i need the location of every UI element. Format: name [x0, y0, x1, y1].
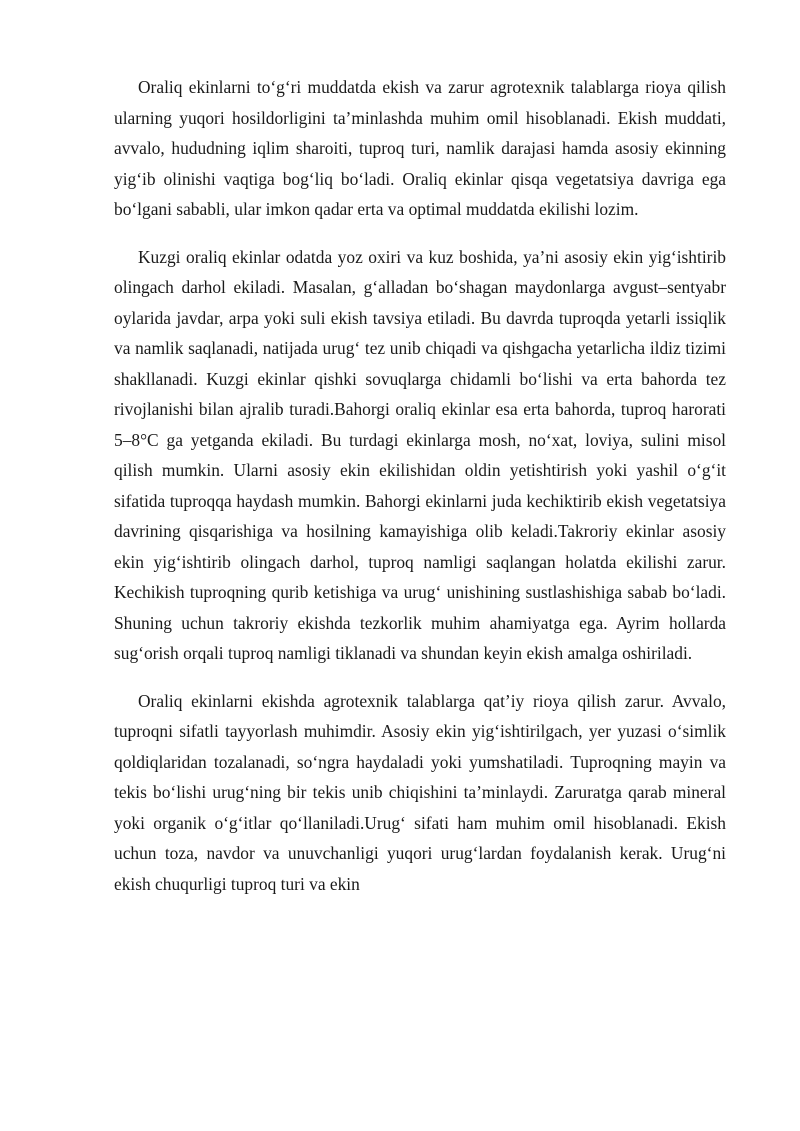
paragraph-agrotechnical-requirements: Oraliq ekinlarni ekishda agrotexnik talablarga qat’iy rioya qilish zarur. Avvalo, tuproqni sifatli tayyorlash muhimdir. Asosiy ekin yig‘ishtirilgach, yer yuzasi o‘simlik qoldiqlaridan tozalanadi, so‘ngra haydaladi yoki yumshatiladi. Tuproqning mayin va tekis bo‘lishi urug‘ning bir tekis unib chiqishini ta’minlaydi. Zaruratga qarab mineral yoki organik o‘g‘itlar qo‘llaniladi.Urug‘ sifati ham muhim omil hisoblanadi. Ekish uchun toza, navdor va unuvchanligi yuqori urug‘lardan foydalanish kerak. Urug‘ni ekish chuqurligi tuproq turi va ekin [114, 690, 726, 894]
document-page [114, 72, 726, 916]
paragraph-sowing-timing: Oraliq ekinlarni to‘g‘ri muddatda ekish va zarur agrotexnik talablarga rioya qilish ularning yuqori hosildorligini ta’minlashda muhim omil hisoblanadi. Ekish muddati, avvalo, hududning iqlim sharoiti, tuproq turi, namlik darajasi hamda asosiy ekinning yig‘ib olinishi vaqtiga bog‘liq bo‘ladi. Oraliq ekinlar qisqa vegetatsiya davriga ega bo‘lgani sababli, ular imkon qadar erta va optimal muddatda ekilishi lozim. [114, 77, 726, 219]
paragraph-seasonal-crops: Kuzgi oraliq ekinlar odatda yoz oxiri va kuz boshida, ya’ni asosiy ekin yig‘ishtirib olingach darhol ekiladi. Masalan, g‘alladan bo‘shagan maydonlarga avgust–sentyabr oylarida javdar, arpa yoki suli ekish tavsiya etiladi. Bu davrda tuproqda yetarli issiqlik va namlik saqlanadi, natijada urug‘ tez unib chiqadi va qishgacha yetarlicha ildiz tizimi shakllanadi. Kuzgi ekinlar qishki sovuqlarga chidamli bo‘lishi va erta bahorda tez rivojlanishi bilan ajralib turadi.Bahorgi oraliq ekinlar esa erta bahorda, tuproq harorati 5–8°C ga yetganda ekiladi. Bu turdagi ekinlarga mosh, no‘xat, loviya, sulini misol qilish mumkin. Ularni asosiy ekin ekilishidan oldin yetishtirish yoki yashil o‘g‘it sifatida tuproqqa haydash mumkin. Bahorgi ekinlarni juda kechiktirib ekish vegetatsiya davrining qisqarishiga va hosilning kamayishiga olib keladi.Takroriy ekinlar asosiy ekin yig‘ishtirib olingach darhol, tuproq namligi saqlangan holatda ekilishi zarur. Kechikish tuproqning qurib ketishiga va urug‘ unishining sustlashishiga sabab bo‘ladi. Shuning uchun takroriy ekishda tezkorlik muhim ahamiyatga ega. Ayrim hollarda sug‘orish orqali tuproq namligi tiklanadi va shundan keyin ekish amalga oshiriladi. [114, 246, 726, 663]
